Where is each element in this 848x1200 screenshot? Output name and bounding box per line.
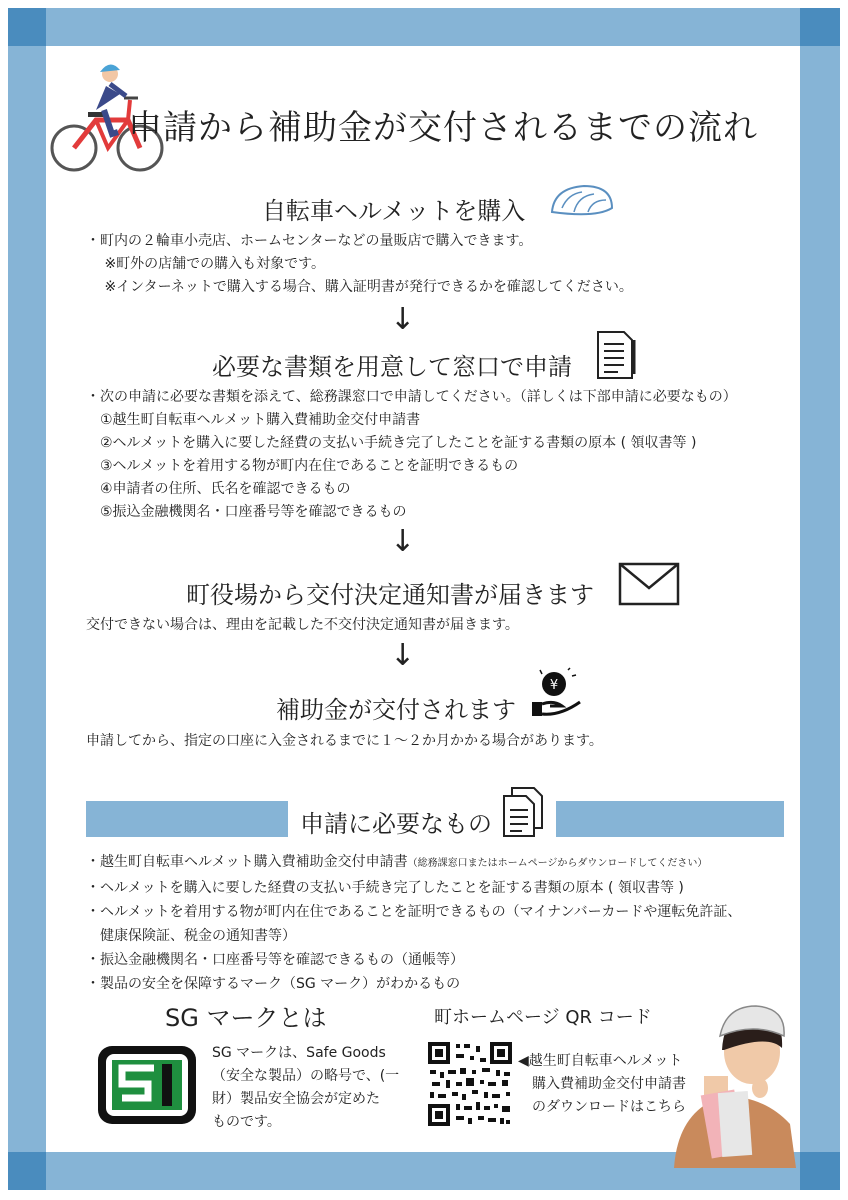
- helmet-icon: [548, 182, 616, 222]
- requirement-item: ・ヘルメットを着用する物が町内在住であることを証明できるもの（マイナンバーカードや運転免許証、: [86, 904, 742, 920]
- section-band-right: [556, 801, 784, 837]
- step-3-line: 交付できない場合は、理由を記載した不交付決定通知書が届きます。: [86, 617, 519, 633]
- step-3-text: [86, 614, 519, 637]
- step-1-text: [86, 230, 633, 299]
- step-2-line: ⑤振込金融機関名・口座番号等を確認できるもの: [86, 504, 407, 520]
- person-with-helmet-illustration: [664, 1000, 800, 1168]
- step-2-line: ④申請者の住所、氏名を確認できるもの: [86, 481, 351, 497]
- qr-note-line: ◀越生町自転車ヘルメット: [518, 1053, 683, 1069]
- sg-desc-line: ものです。: [212, 1114, 281, 1130]
- frame-right: [800, 8, 840, 1190]
- frame-top: [8, 8, 840, 46]
- frame-corner: [800, 1152, 840, 1190]
- requirement-item: [86, 850, 741, 876]
- step-title: 補助金が交付されます: [276, 696, 516, 724]
- step-1-line: ※インターネットで購入する場合、購入証明書が発行できるかを確認してください。: [86, 279, 633, 295]
- step-1-line: ※町外の店舗での購入も対象です。: [86, 256, 326, 272]
- requirement-item: ・振込金融機関名・口座番号等を確認できるもの（通帳等）: [86, 952, 464, 968]
- svg-text:¥: ¥: [549, 678, 559, 693]
- step-title: 町役場から交付決定通知書が届きます: [186, 581, 594, 609]
- requirement-item: ・ヘルメットを購入に要した経費の支払い手続き完了したことを証する書類の原本 ( 領収書等 ): [86, 880, 684, 896]
- requirement-note: （総務課窓口またはホームページからダウンロードしてください）: [407, 858, 708, 869]
- envelope-icon: [618, 562, 680, 606]
- sg-desc-line: （安全な製品）の略号で、(一: [212, 1068, 400, 1084]
- sg-mark-logo: [96, 1044, 198, 1126]
- frame-corner: [8, 1152, 46, 1190]
- section-band-left: [86, 801, 288, 837]
- page-title: 申請から補助金が交付されるまでの流れ: [128, 108, 758, 148]
- step-4-text: [86, 730, 603, 753]
- requirement-item: 健康保険証、税金の通知書等）: [86, 928, 296, 944]
- flow-arrow: ↓: [390, 638, 416, 673]
- step-1-line: ・町内の２輪車小売店、ホームセンターなどの量販店で購入できます。: [86, 233, 533, 249]
- requirement-item: ・製品の安全を保障するマーク（SG マーク）がわかるもの: [86, 976, 461, 992]
- sg-desc-line: 財）製品安全協会が定めた: [212, 1091, 380, 1107]
- documents-icon: [500, 786, 550, 838]
- requirements-title: 申請に必要なもの: [300, 810, 492, 838]
- requirements-list: [86, 850, 741, 996]
- step-title: 必要な書類を用意して窓口で申請: [212, 353, 572, 381]
- yen-coin-hand-icon: [528, 666, 584, 720]
- step-2-line: ②ヘルメットを購入に要した経費の支払い手続き完了したことを証する書類の原本 ( 領収書等 ): [86, 435, 697, 451]
- step-2-line: ③ヘルメットを着用する物が町内在住であることを証明できるもの: [86, 458, 519, 474]
- step-2-text: [86, 386, 737, 524]
- flow-arrow: ↓: [390, 524, 416, 559]
- qr-note-line: のダウンロードはこちら: [518, 1099, 686, 1115]
- qr-note-line: 購入費補助金交付申請書: [518, 1076, 686, 1092]
- step-2-line: ①越生町自転車ヘルメット購入費補助金交付申請書: [86, 412, 421, 428]
- frame-corner: [800, 8, 840, 46]
- step-4-line: 申請してから、指定の口座に入金されるまでに１～２か月かかる場合があります。: [86, 733, 603, 749]
- qr-note: [518, 1050, 686, 1119]
- step-2-line: ・次の申請に必要な書類を添えて、総務課窓口で申請してください。（詳しくは下部申請に必要なもの）: [86, 389, 737, 405]
- qr-title: 町ホームページ QR コード: [434, 1007, 652, 1028]
- qr-code[interactable]: [426, 1040, 514, 1128]
- document-icon: [596, 330, 638, 380]
- sg-desc-line: SG マークは、Safe Goods: [212, 1045, 386, 1061]
- frame-corner: [8, 8, 46, 46]
- flow-arrow: ↓: [390, 302, 416, 337]
- requirement-text: ・越生町自転車ヘルメット購入費補助金交付申請書: [86, 854, 408, 870]
- frame-left: [8, 8, 46, 1190]
- step-title: 自転車ヘルメットを購入: [262, 197, 526, 225]
- sg-title: SG マークとは: [165, 1004, 327, 1032]
- sg-description: [212, 1042, 399, 1134]
